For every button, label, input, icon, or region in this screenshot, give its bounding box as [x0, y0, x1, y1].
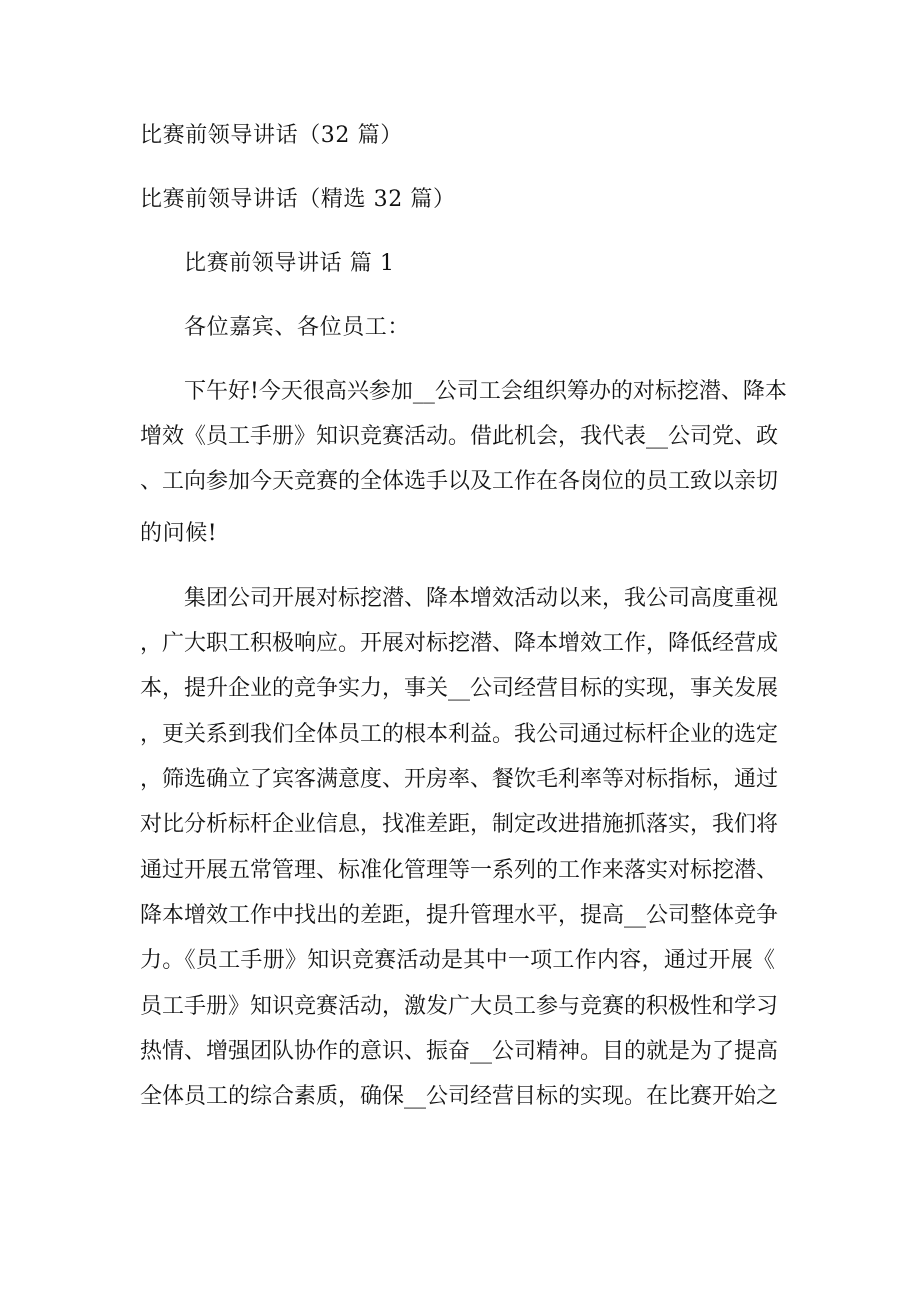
paragraph-line: 降本增效工作中找出的差距，提升管理水平，提高__公司整体竞争	[140, 903, 779, 928]
paragraph-line: 对比分析标杆企业信息，找准差距，制定改进措施抓落实，我们将	[140, 812, 779, 837]
paragraph-line: 力。《员工手册》知识竞赛活动是其中一项工作内容，通过开展《	[140, 948, 775, 973]
paragraph-line: 通过开展五常管理、标准化管理等一系列的工作来落实对标挖潜、	[140, 858, 779, 883]
salutation: 各位嘉宾、各位员工：	[184, 315, 411, 340]
paragraph-line: 的问候!	[140, 521, 218, 546]
section-heading: 比赛前领导讲话 篇 1	[184, 251, 395, 276]
paragraph-line: 、工向参加今天竞赛的全体选手以及工作在各岗位的员工致以亲切	[140, 469, 779, 494]
paragraph-line: 热情、增强团队协作的意识、振奋__公司精神。目的就是为了提高	[140, 1039, 779, 1064]
document-subtitle: 比赛前领导讲话（精选 32 篇）	[140, 187, 456, 212]
paragraph-line: 集团公司开展对标挖潜、降本增效活动以来，我公司高度重视	[184, 586, 779, 611]
paragraph-line: 本，提升企业的竞争实力，事关__公司经营目标的实现，事关发展	[140, 676, 779, 701]
paragraph-line: 增效《员工手册》知识竞赛活动。借此机会，我代表__公司党、政	[140, 424, 779, 449]
paragraph-line: 下午好!今天很高兴参加__公司工会组织筹办的对标挖潜、降本	[184, 379, 787, 404]
paragraph-line: 全体员工的综合素质，确保__公司经营目标的实现。在比赛开始之	[140, 1084, 779, 1109]
paragraph-line: 员工手册》知识竞赛活动，激发广大员工参与竞赛的积极性和学习	[140, 994, 779, 1019]
paragraph-line: ，筛选确立了宾客满意度、开房率、餐饮毛利率等对标指标，通过	[140, 767, 779, 792]
paragraph-line: ，广大职工积极响应。开展对标挖潜、降本增效工作，降低经营成	[140, 631, 779, 656]
paragraph-line: ，更关系到我们全体员工的根本利益。我公司通过标杆企业的选定	[140, 722, 779, 747]
document-title: 比赛前领导讲话（32 篇）	[140, 123, 403, 148]
